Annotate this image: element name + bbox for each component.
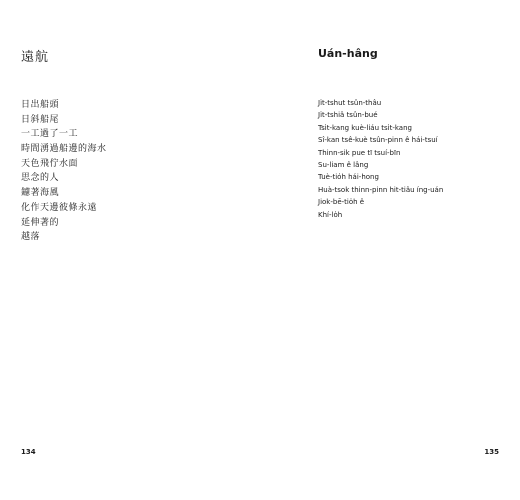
poem-line: Tsi̍t-kang kuè-liáu tsi̍t-kang xyxy=(318,123,412,132)
poem-line: 延伸著的 xyxy=(21,217,60,228)
poem-line: 思念的人 xyxy=(21,173,60,184)
poem-line: Tuè-tio̍h hái-hong xyxy=(318,173,379,182)
poem-line: 鑢著海風 xyxy=(21,188,60,199)
page-number-left: 134 xyxy=(21,448,36,456)
right-page xyxy=(260,0,520,500)
page-number-right: 135 xyxy=(484,448,499,456)
poem-line: Thinn-sik pue tī tsuí-bīn xyxy=(318,148,401,157)
poem-line: Huà-tsok thinn-pinn hit-tiâu íng-uán xyxy=(318,185,444,194)
poem-line: 化作天邊彼條永遠 xyxy=(21,202,98,213)
poem-line: 天色飛佇水面 xyxy=(21,158,79,169)
poem-line: 時間湧過船邊的海水 xyxy=(21,144,107,155)
poem-line: Sî-kan tsê-kuè tsûn-pinn ê hái-tsuí xyxy=(318,136,438,145)
poem-title-chinese: 遠航 xyxy=(21,50,50,65)
poem-line: 越落 xyxy=(21,232,41,243)
poem-line: Jiok-bē-tio̍h ê xyxy=(318,198,365,207)
poem-line: 日出船頭 xyxy=(21,100,60,110)
poem-title-taiwanese: Uán-hâng xyxy=(318,47,378,60)
poem-line: Ji̍t-tshut tsûn-thâu xyxy=(318,99,382,107)
poem-lines-taiwanese xyxy=(318,97,443,221)
poem-line: Su-liam ê lâng xyxy=(318,160,369,169)
poem-line: 一工過了一工 xyxy=(21,129,79,140)
poem-line: Khí-lo̍h xyxy=(318,210,343,219)
poem-line: Ji̍t-tshiâ tsûn-bué xyxy=(318,111,378,120)
poem-line: 日斜船尾 xyxy=(21,114,60,125)
poem-lines-chinese xyxy=(21,98,107,245)
